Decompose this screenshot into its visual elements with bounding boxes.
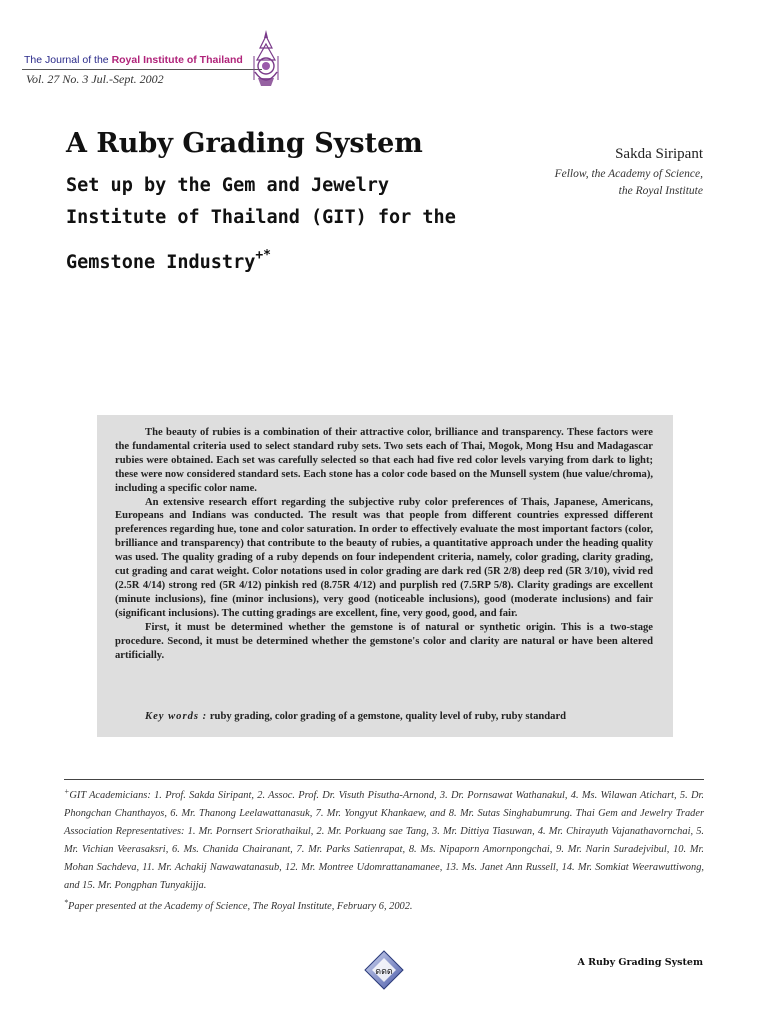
- footnote-text: GIT Academicians: 1. Prof. Sakda Siripant, 2. Assoc. Prof. Dr. Visuth Pisutha-Arnond, 3. Dr. Pornsawat Wathanakul, 4. Ms. Wilawan Atichart, 5. Dr. Phongchan Chanthayos, 6. Mr. Thanong Leelawattanasuk, 7. Mr. Yongyut Khankaew, and 8. Mr. Sutas Singhabumrung. Thai Gem and Jewelry Trader Association Representatives: 1. Mr. Pornsert Sriorathaikul, 2. Mr. Porkuang sae Tang, 3. Mr. Dittiya Tiasuwan, 4. Mr. Chirayuth Vajanathavornchai, 5. Mr. Vichian Veerasaksri, 6. Ms. Chanida Chairanant, 7. Mr. Parks Satienrapat, 8. Ms. Nipaporn Amornpongchai, 9. Mr. Narin Suradejvibul, 10. Mr. Mohan Sachdeva, 11. Mr. Achakij Nawawatanasub, 12. Mr. Montree Udomrattanamanee, 13. Ms. Janet Ann Russell, 14. Mr. Somkiat Weerawuttiwong, and 15. Mr. Pongphan Tunyakijja.: [64, 790, 704, 891]
- footnote-git-members: [64, 783, 704, 894]
- issue-info: Vol. 27 No. 3 Jul.-Sept. 2002: [26, 72, 164, 86]
- subtitle-line: Gemstone Industry: [66, 252, 256, 273]
- footnote-mark: +: [64, 787, 70, 796]
- footnote-divider: [64, 779, 704, 780]
- author-name: Sakda Siripant: [615, 146, 703, 162]
- footnote-mark: *: [64, 898, 68, 908]
- abstract-paragraph: An extensive research effort regarding the subjective ruby color preferences of Thais, Japanese, Americans, Europeans and Indians was conducted. The result was that people from different countries expressed different preferences regarding hue, tone and color saturation. In order to effectively evaluate the most important factors (color, brilliance and transparency) that contribute to the beauty of rubies, a quantitative approach under the heading quality was used. The quality grading of a ruby depends on four independent criteria, namely, color grading, clarity grading, cut grading and carat weight. Color notations used in color grading are dark red (5R 2/8) deep red (5R 3/10), vivid red (2.5R 4/14) strong red (5R 4/12) pinkish red (8.75R 4/12) and purplish red (7.5RP 5/8). Clarity gradings are excellent (minute inclusions), fine (minor inclusions), very good (noticeable inclusions), good (moderate inclusions) and fair (significant inclusions). The cutting gradings are excellent, fine, very good, good, and fair.: [115, 496, 653, 619]
- article-title: A Ruby Grading System: [66, 128, 423, 159]
- abstract-paragraph: The beauty of rubies is a combination of their attractive color, brilliance and transparency. These factors were the fundamental criteria used to select standard ruby sets. Two sets each of Thai, Mogok, Mong Hsu and Madagascar rubies were obtained. Each set was carefully selected so that each had five red color levels varying from dark to light; these were now considered standard sets. Each stone has a color code based on the Munsell system (hue value/chroma), including a specific color name.: [115, 427, 653, 494]
- journal-name: [24, 54, 243, 66]
- running-title: A Ruby Grading System: [577, 957, 703, 968]
- keywords-list: ruby grading, color grading of a gemstone, quality level of ruby, ruby standard: [209, 711, 567, 722]
- header-divider: [22, 69, 262, 70]
- journal-prefix: The Journal of the: [24, 54, 109, 66]
- journal-institute: Royal Institute of Thailand: [111, 54, 243, 66]
- affiliation-line: the Royal Institute: [618, 185, 703, 197]
- page-number: ดดด: [375, 967, 393, 977]
- subtitle-line: Institute of Thailand (GIT) for the: [66, 207, 456, 228]
- affiliation-line: Fellow, the Academy of Science,: [554, 168, 703, 180]
- footnote-text: Paper presented at the Academy of Science, The Royal Institute, February 6, 2002.: [68, 901, 413, 913]
- author-affiliation: [555, 166, 703, 200]
- footnote-paper-presented: [64, 894, 704, 916]
- royal-emblem-icon: [252, 28, 280, 90]
- abstract-paragraph: First, it must be determined whether the gemstone is of natural or synthetic origin. This is a two-stage procedure. Second, it must be determined whether the gemstone's color and clarity are natural or have been altered artificially.: [115, 621, 653, 661]
- article-subtitle: [66, 170, 506, 279]
- keywords-label: Key words :: [145, 711, 208, 722]
- footnotes: [64, 783, 704, 916]
- keywords: [145, 711, 566, 722]
- subtitle-footnote-marks: +*: [255, 248, 272, 263]
- subtitle-line-last: [66, 240, 506, 279]
- subtitle-line: Set up by the Gem and Jewelry: [66, 175, 390, 196]
- abstract-text: [115, 426, 653, 662]
